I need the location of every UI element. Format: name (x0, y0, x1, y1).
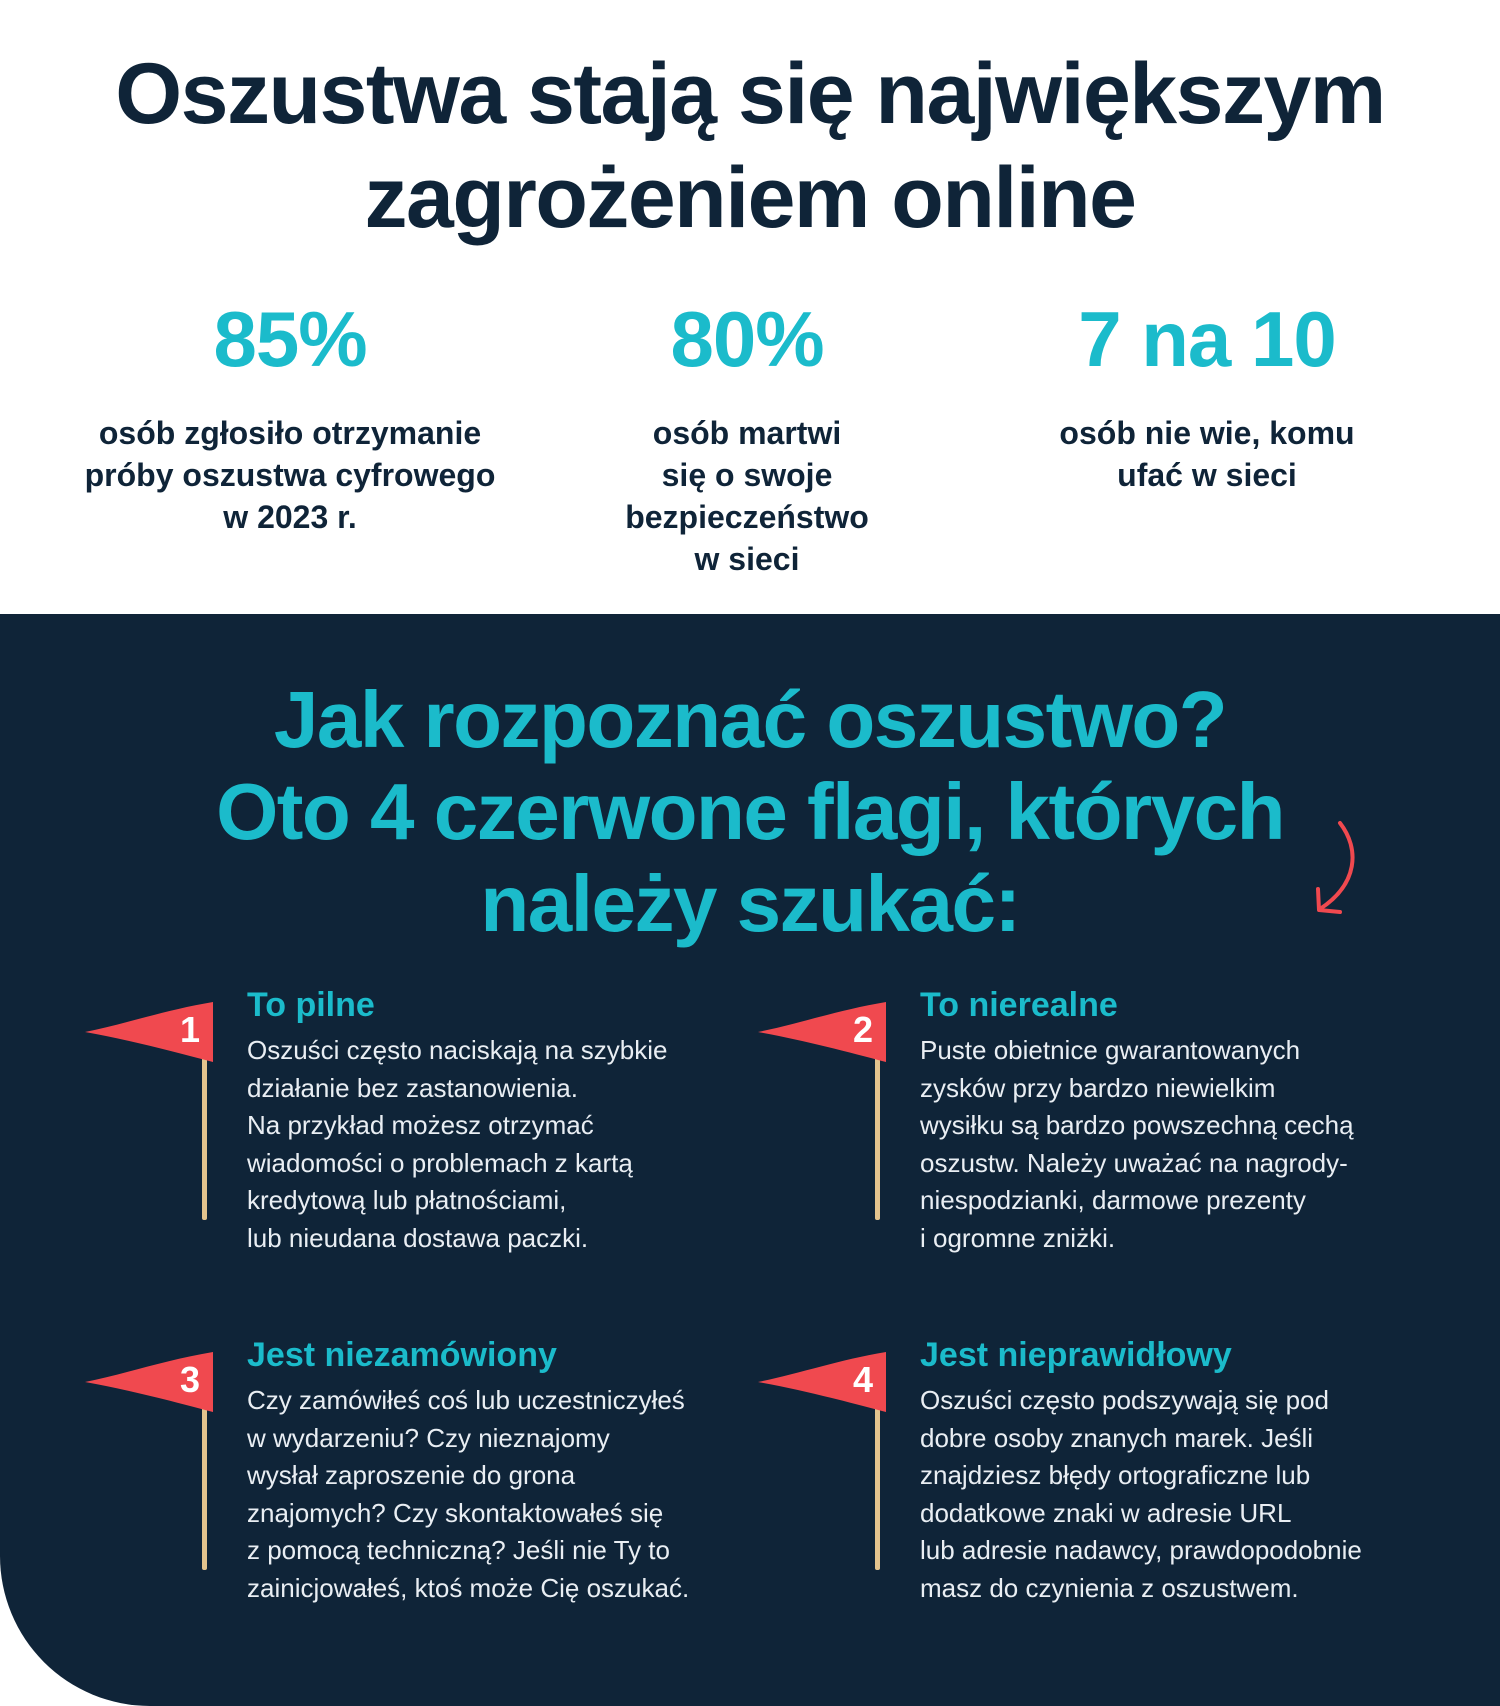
card-title: Jest nieprawidłowy (920, 1336, 1232, 1374)
stat-description-line: próby oszustwa cyfrowego (84, 457, 496, 493)
card-line: lub adresie nadawcy, prawdopodobnie (920, 1535, 1362, 1565)
stat-description-line: w 2023 r. (223, 499, 357, 535)
card-description (247, 1382, 727, 1607)
card-description (247, 1032, 727, 1257)
red-flag-icon (758, 984, 888, 1234)
flag-number: 4 (852, 1359, 874, 1400)
card-line: dodatkowe znaki w adresie URL (920, 1497, 1292, 1528)
card-line: Puste obietnice gwarantowanych (920, 1035, 1301, 1065)
card-line: w wydarzeniu? Czy nieznajomy (247, 1422, 610, 1453)
stat-description-line: osób zgłosiło otrzymanie (98, 415, 482, 451)
stat-block (507, 290, 987, 580)
red-flag-icon (85, 1334, 215, 1584)
card-line: z pomocą techniczną? Jeśli nie Ty to (247, 1535, 670, 1565)
page-title-line: Oszustwa stają się największym (115, 46, 1385, 142)
card-line: wysłał zaproszenie do grona (247, 1460, 576, 1490)
card-line: Oszuści często podszywają się pod (920, 1385, 1329, 1415)
red-flag-card (85, 984, 725, 1284)
section-title-line: należy szukać: (480, 859, 1020, 948)
section-title-line: Jak rozpoznać oszustwo? (273, 675, 1227, 764)
stat-value: 7 na 10 (1078, 295, 1336, 383)
red-flag-card (85, 1334, 725, 1634)
red-flag-icon (85, 984, 215, 1234)
card-line: znajdziesz błędy ortograficzne lub (920, 1460, 1311, 1490)
card-title: To pilne (247, 986, 375, 1024)
stat-value: 85% (213, 295, 367, 383)
flag-number: 1 (179, 1009, 201, 1050)
stat-description (967, 412, 1447, 496)
stat-block (967, 290, 1447, 496)
card-line: wiadomości o problemach z kartą (247, 1147, 633, 1178)
card-line: działanie bez zastanowienia. (247, 1072, 578, 1103)
flag-number: 3 (179, 1359, 201, 1400)
card-line: i ogromne zniżki. (920, 1222, 1116, 1253)
card-line: zainicjowałeś, ktoś może Cię oszukać. (247, 1572, 690, 1603)
card-line: zysków przy bardzo niewielkim (920, 1072, 1276, 1103)
stat-description-line: w sieci (694, 541, 800, 577)
stat-block (50, 290, 530, 538)
flag-number: 2 (852, 1009, 874, 1050)
section-title-line: Oto 4 czerwone flagi, których (216, 767, 1284, 856)
stat-value: 80% (670, 295, 824, 383)
stats-section (0, 0, 1500, 614)
card-line: lub nieudana dostawa paczki. (247, 1222, 589, 1253)
card-line: oszustw. Należy uważać na nagrody- (920, 1147, 1348, 1178)
curved-arrow-down-icon (1300, 819, 1360, 919)
stat-description-line: bezpieczeństwo (625, 499, 869, 535)
card-line: kredytową lub płatnościami, (247, 1185, 567, 1215)
card-line: Czy zamówiłeś coś lub uczestniczyłeś (247, 1385, 685, 1415)
stat-description-line: osób nie wie, komu (1059, 415, 1355, 451)
page-title (0, 42, 1500, 250)
stat-description (50, 412, 530, 538)
stat-description-line: osób martwi (652, 415, 842, 451)
stat-description-line: się o swoje (661, 457, 833, 493)
card-line: niespodzianki, darmowe prezenty (920, 1185, 1306, 1215)
red-flag-icon (758, 1334, 888, 1584)
card-line: masz do czynienia z oszustwem. (920, 1572, 1299, 1603)
card-title: Jest niezamówiony (247, 1336, 557, 1374)
page-title-line: zagrożeniem online (364, 150, 1136, 246)
card-line: znajomych? Czy skontaktowałeś się (247, 1497, 664, 1528)
stat-description (507, 412, 987, 580)
card-description (920, 1382, 1400, 1607)
card-title: To nierealne (920, 986, 1118, 1024)
section-title (0, 674, 1500, 950)
card-line: dobre osoby znanych marek. Jeśli (920, 1422, 1314, 1453)
card-line: wysiłku są bardzo powszechną cechą (920, 1110, 1354, 1140)
red-flag-card (758, 984, 1398, 1284)
stat-description-line: ufać w sieci (1117, 457, 1297, 493)
card-line: Na przykład możesz otrzymać (247, 1110, 594, 1140)
red-flags-section (0, 614, 1500, 1706)
red-flag-card (758, 1334, 1398, 1634)
card-description (920, 1032, 1400, 1257)
card-line: Oszuści często naciskają na szybkie (247, 1035, 668, 1065)
